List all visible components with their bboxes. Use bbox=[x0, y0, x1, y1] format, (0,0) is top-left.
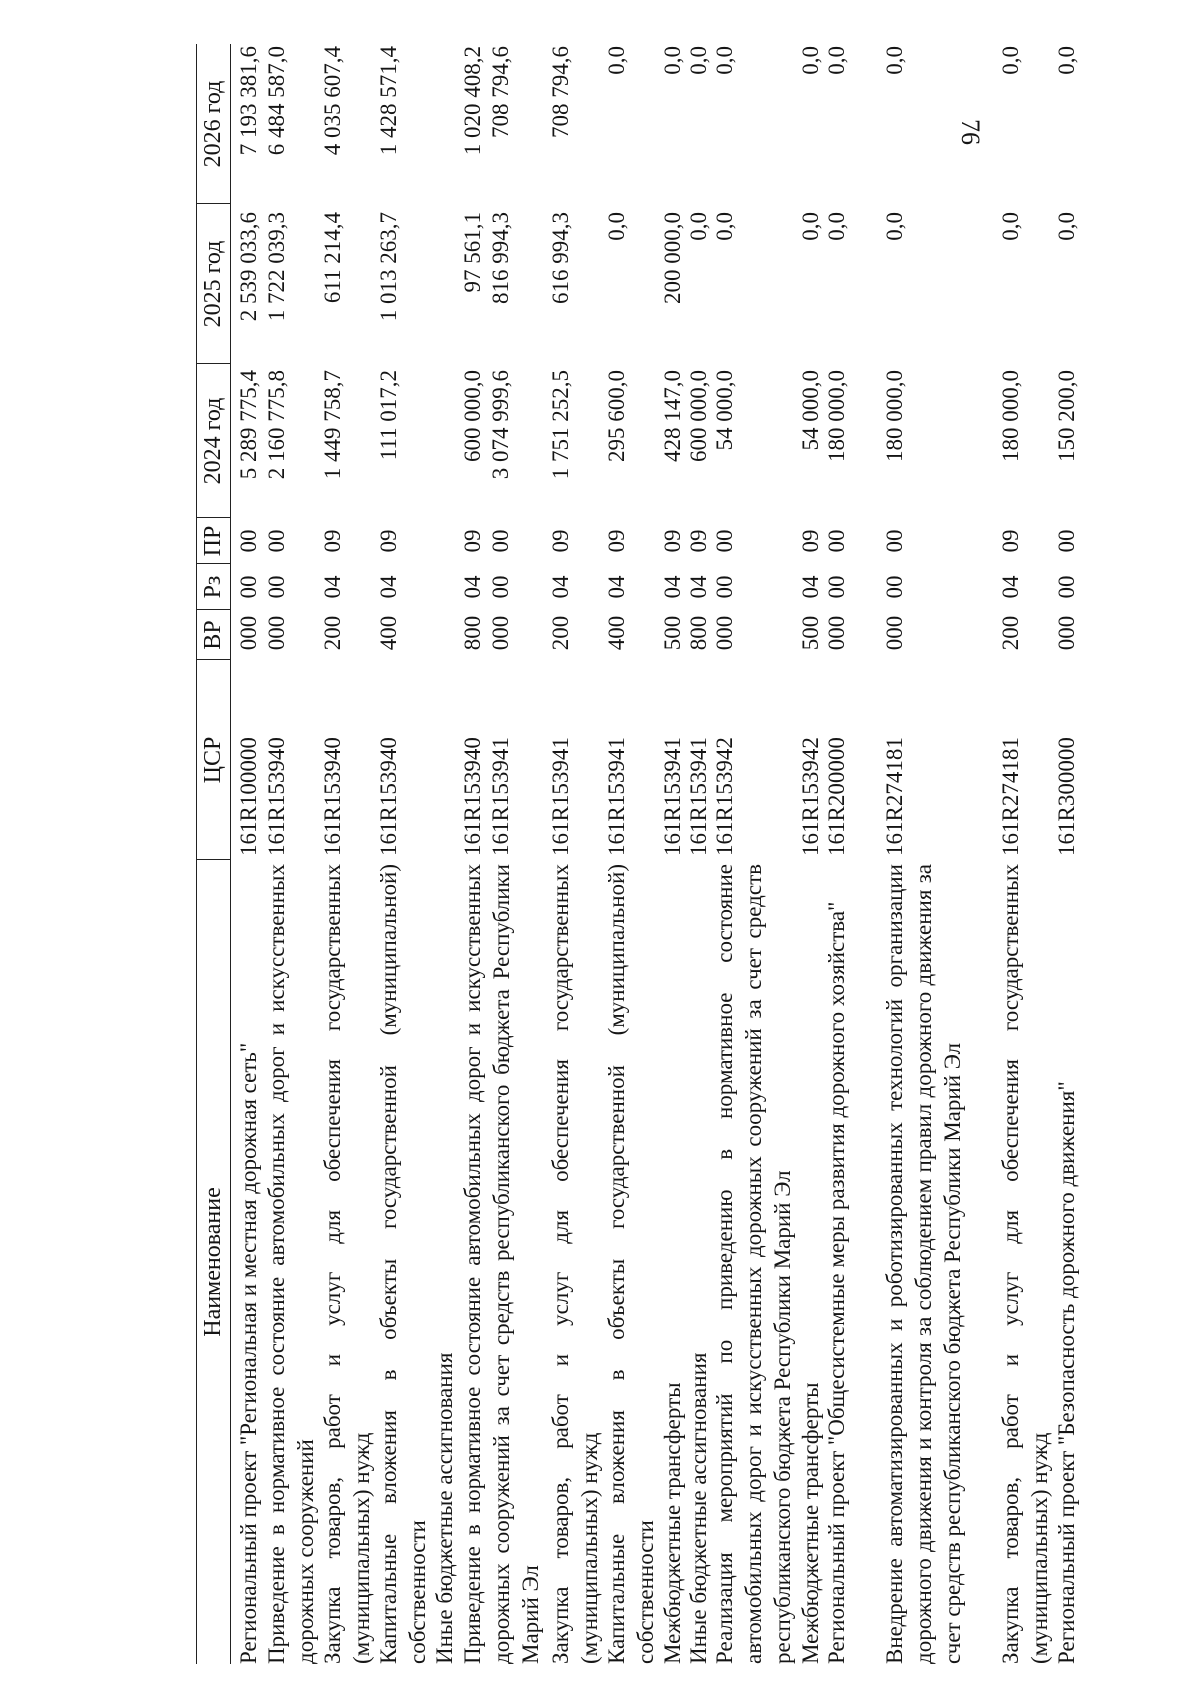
header-2024: 2024 год bbox=[200, 397, 226, 485]
header-2026: 2026 год bbox=[200, 80, 226, 168]
row-csr: 161R153942 bbox=[712, 737, 737, 856]
row-csr: 161R274181 bbox=[882, 737, 907, 856]
row-name: Реализация мероприятий по приведению в нормативное состояние автомобильных дорог и искусственных дорожных сооружений за счет средств республиканского бюджета Республики Марий Эл bbox=[712, 864, 795, 1664]
row-2024: 180 000,0 bbox=[824, 370, 849, 462]
row-csr: 161R153941 bbox=[548, 737, 573, 856]
row-vr: 000 bbox=[488, 615, 513, 651]
row-vr: 500 bbox=[798, 615, 823, 651]
row-name: Приведение в нормативное состояние автомобильных дорог и искусственных дорожных сооружений bbox=[264, 864, 318, 1664]
header-name: Наименование bbox=[200, 1187, 226, 1337]
header-vr: ВР bbox=[200, 620, 226, 650]
row-2026: 0,0 bbox=[686, 46, 711, 75]
row-vr: 200 bbox=[548, 615, 573, 651]
row-2025: 1 013 263,7 bbox=[376, 212, 401, 322]
row-2026: 7 193 381,6 bbox=[236, 46, 261, 156]
row-rz: 04 bbox=[320, 575, 345, 599]
row-2026: 708 794,6 bbox=[488, 46, 513, 138]
row-2024: 5 289 775,4 bbox=[236, 370, 261, 480]
row-pr: 00 bbox=[264, 529, 289, 553]
row-vr: 800 bbox=[686, 615, 711, 651]
row-name: Межбюджетные трансферты bbox=[798, 1382, 823, 1664]
row-vr: 800 bbox=[460, 615, 485, 651]
row-2025: 0,0 bbox=[686, 212, 711, 241]
row-name: Межбюджетные трансферты bbox=[660, 1382, 685, 1664]
row-2025: 97 561,1 bbox=[460, 212, 485, 293]
row-2025: 0,0 bbox=[882, 212, 907, 241]
row-vr: 400 bbox=[604, 615, 629, 651]
row-rz: 00 bbox=[488, 575, 513, 599]
row-name: Региональный проект "Региональная и местная дорожная сеть" bbox=[236, 1042, 261, 1664]
page-number: 76 bbox=[956, 119, 985, 145]
row-2026: 0,0 bbox=[660, 46, 685, 75]
row-csr: 161R153941 bbox=[660, 737, 685, 856]
row-rz: 00 bbox=[236, 575, 261, 599]
row-pr: 09 bbox=[548, 529, 573, 553]
row-2025: 0,0 bbox=[1054, 212, 1079, 241]
row-name: Закупка товаров, работ и услуг для обеспечения государственных (муниципальных) нужд bbox=[998, 864, 1052, 1664]
row-vr: 000 bbox=[882, 615, 907, 651]
row-2025: 0,0 bbox=[604, 212, 629, 241]
row-2024: 54 000,0 bbox=[798, 370, 823, 451]
row-pr: 09 bbox=[376, 529, 401, 553]
row-vr: 400 bbox=[376, 615, 401, 651]
row-vr: 000 bbox=[264, 615, 289, 651]
row-name: Капитальные вложения в объекты государственной (муниципальной) собственности bbox=[376, 864, 430, 1664]
row-2025: 0,0 bbox=[998, 212, 1023, 241]
row-pr: 09 bbox=[320, 529, 345, 553]
row-csr: 161R153941 bbox=[488, 737, 513, 856]
row-2024: 600 000,0 bbox=[460, 370, 485, 462]
row-pr: 09 bbox=[998, 529, 1023, 553]
row-csr: 161R153941 bbox=[686, 737, 711, 856]
row-rz: 00 bbox=[264, 575, 289, 599]
row-name: Региональный проект "Безопасность дорожного движения" bbox=[1054, 1081, 1079, 1664]
row-csr: 161R153940 bbox=[320, 737, 345, 856]
row-rz: 04 bbox=[548, 575, 573, 599]
row-pr: 00 bbox=[824, 529, 849, 553]
budget-table bbox=[196, 46, 1079, 1664]
row-2024: 428 147,0 bbox=[660, 370, 685, 462]
row-name: Иные бюджетные ассигнования bbox=[432, 1352, 457, 1664]
row-2026: 708 794,6 bbox=[548, 46, 573, 138]
row-2024: 111 017,2 bbox=[376, 370, 401, 461]
row-pr: 09 bbox=[798, 529, 823, 553]
row-pr: 09 bbox=[460, 529, 485, 553]
row-pr: 09 bbox=[686, 529, 711, 553]
row-csr: 161R153941 bbox=[604, 737, 629, 856]
row-2024: 180 000,0 bbox=[882, 370, 907, 462]
row-2025: 1 722 039,3 bbox=[264, 212, 289, 322]
row-name: Региональный проект "Общесистемные меры развития дорожного хозяйства" bbox=[824, 901, 849, 1664]
row-csr: 161R274181 bbox=[998, 737, 1023, 856]
row-name: Иные бюджетные ассигнования bbox=[686, 1352, 711, 1664]
row-rz: 04 bbox=[376, 575, 401, 599]
row-2024: 1 751 252,5 bbox=[548, 370, 573, 480]
row-csr: 161R153940 bbox=[376, 737, 401, 856]
row-rz: 04 bbox=[460, 575, 485, 599]
row-name: Внедрение автоматизированных и роботизированных технологий организации дорожного движения и контроля за соблюдением правил дорожного движения за счет средств республиканского бюджета Республики Марий Эл bbox=[882, 864, 965, 1664]
row-2026: 4 035 607,4 bbox=[320, 46, 345, 156]
row-vr: 000 bbox=[712, 615, 737, 651]
header-rz: Рз bbox=[200, 575, 226, 599]
row-rz: 04 bbox=[660, 575, 685, 599]
row-2024: 3 074 999,6 bbox=[488, 370, 513, 480]
row-pr: 00 bbox=[712, 529, 737, 553]
row-csr: 161R100000 bbox=[236, 737, 261, 856]
header-pr: ПР bbox=[200, 525, 226, 557]
row-2026: 0,0 bbox=[604, 46, 629, 75]
row-2024: 2 160 775,8 bbox=[264, 370, 289, 480]
row-pr: 00 bbox=[488, 529, 513, 553]
row-2026: 1 428 571,4 bbox=[376, 46, 401, 156]
row-2025: 611 214,4 bbox=[320, 212, 345, 304]
row-vr: 500 bbox=[660, 615, 685, 651]
row-csr: 161R300000 bbox=[1054, 737, 1079, 856]
row-2025: 2 539 033,6 bbox=[236, 212, 261, 322]
row-2024: 54 000,0 bbox=[712, 370, 737, 451]
row-2026: 0,0 bbox=[712, 46, 737, 75]
row-rz: 00 bbox=[712, 575, 737, 599]
row-vr: 200 bbox=[998, 615, 1023, 651]
header-csr: ЦСР bbox=[200, 736, 226, 784]
row-name: Закупка товаров, работ и услуг для обеспечения государственных (муниципальных) нужд bbox=[320, 864, 374, 1664]
row-2025: 616 994,3 bbox=[548, 212, 573, 304]
row-rz: 00 bbox=[882, 575, 907, 599]
row-rz: 04 bbox=[686, 575, 711, 599]
row-2024: 150 200,0 bbox=[1054, 370, 1079, 462]
row-vr: 000 bbox=[824, 615, 849, 651]
row-rz: 04 bbox=[604, 575, 629, 599]
row-rz: 00 bbox=[824, 575, 849, 599]
row-2025: 0,0 bbox=[712, 212, 737, 241]
row-pr: 00 bbox=[1054, 529, 1079, 553]
row-name: Капитальные вложения в объекты государственной (муниципальной) собственности bbox=[604, 864, 658, 1664]
row-2026: 0,0 bbox=[824, 46, 849, 75]
row-rz: 04 bbox=[998, 575, 1023, 599]
row-2024: 295 600,0 bbox=[604, 370, 629, 462]
row-vr: 000 bbox=[1054, 615, 1079, 651]
row-vr: 200 bbox=[320, 615, 345, 651]
row-rz: 04 bbox=[798, 575, 823, 599]
row-2025: 0,0 bbox=[824, 212, 849, 241]
row-rz: 00 bbox=[1054, 575, 1079, 599]
row-csr: 161R153940 bbox=[264, 737, 289, 856]
row-2026: 0,0 bbox=[1054, 46, 1079, 75]
row-2025: 0,0 bbox=[798, 212, 823, 241]
row-2024: 600 000,0 bbox=[686, 370, 711, 462]
header-2025: 2025 год bbox=[200, 240, 226, 328]
row-2025: 816 994,3 bbox=[488, 212, 513, 304]
row-name: Приведение в нормативное состояние автомобильных дорог и искусственных дорожных сооружений за счет средств республиканского бюджета Республики Марий Эл bbox=[460, 864, 543, 1664]
row-csr: 161R153942 bbox=[798, 737, 823, 856]
row-2026: 0,0 bbox=[882, 46, 907, 75]
row-pr: 00 bbox=[882, 529, 907, 553]
row-pr: 09 bbox=[604, 529, 629, 553]
row-2026: 0,0 bbox=[798, 46, 823, 75]
row-csr: 161R200000 bbox=[824, 737, 849, 856]
row-2024: 1 449 758,7 bbox=[320, 370, 345, 480]
row-2025: 200 000,0 bbox=[660, 212, 685, 304]
row-pr: 00 bbox=[236, 529, 261, 553]
row-pr: 09 bbox=[660, 529, 685, 553]
document-rotated-page bbox=[196, 46, 1079, 1664]
header-bottom-rule bbox=[230, 44, 231, 1664]
row-name: Закупка товаров, работ и услуг для обеспечения государственных (муниципальных) нужд bbox=[548, 864, 602, 1664]
row-2026: 6 484 587,0 bbox=[264, 46, 289, 156]
row-vr: 000 bbox=[236, 615, 261, 651]
row-2024: 180 000,0 bbox=[998, 370, 1023, 462]
row-2026: 1 020 408,2 bbox=[460, 46, 485, 156]
row-csr: 161R153940 bbox=[460, 737, 485, 856]
row-2026: 0,0 bbox=[998, 46, 1023, 75]
